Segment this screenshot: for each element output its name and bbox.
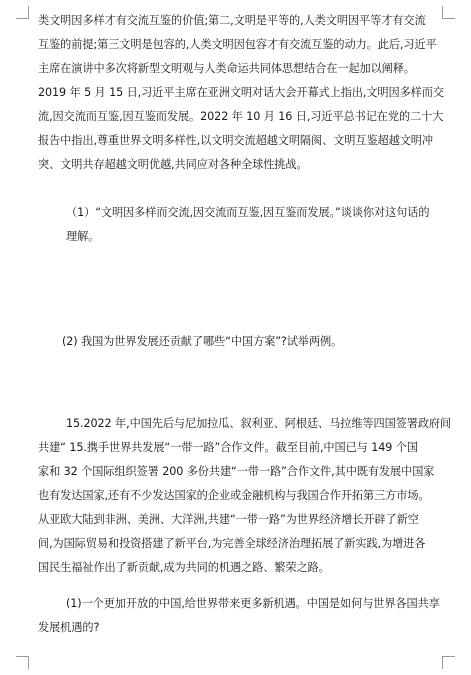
text-line: 互鉴的前提;第三文明是包容的,人类文明因包容才有交流互鉴的动力。此后,习近平 xyxy=(38,38,437,51)
text-line: 也有发达国家,还有不少发达国家的企业或金融机构与我国合作开拓第三方市场。 xyxy=(38,489,430,502)
text-line: 15.2022 年,中国先后与尼加拉瓜、叙利亚、阿根廷、马拉维等四国签署政府间 xyxy=(66,417,452,430)
text-line: 2019 年 5 月 15 日,习近平主席在亚洲文明对话大会开幕式上指出,文明因多样而交 xyxy=(38,86,444,99)
text-line: 家和 32 个国际组织签署 200 多份共建“一带一路”合作文件,其中既有发展中国家 xyxy=(38,465,435,478)
text-line: (1)一个更加开放的中国,给世界带来更多新机遇。中国是如何与世界各国共享 xyxy=(66,597,440,610)
page-corner-mark xyxy=(16,656,29,669)
text-line: 主席在演讲中多次将新型文明观与人类命运共同体思想结合在一起加以阐释。 xyxy=(38,62,415,75)
text-line: 国民生福祉作出了新贡献,成为共同的机遇之路、繁荣之路。 xyxy=(38,561,330,574)
page-corner-mark xyxy=(442,656,455,669)
page-corner-mark xyxy=(16,6,29,19)
passage-paragraph xyxy=(38,9,458,177)
text-line: 发展机遇的? xyxy=(38,621,100,634)
text-line: （1）“文明因多样而交流,因交流而互鉴,因互鉴而发展。”谈谈你对这句话的 xyxy=(66,206,430,219)
text-line: 从亚欧大陆到非洲、美洲、大洋洲,共建“一带一路”为世界经济增长开辟了新空 xyxy=(38,513,419,526)
question-1 xyxy=(38,201,458,249)
text-line: 类文明因多样才有交流互鉴的价值;第二,文明是平等的,人类文明因平等才有交流 xyxy=(38,14,426,27)
question-15-1 xyxy=(38,592,458,640)
text-line: 流,因交流而互鉴,因互鉴而发展。2022 年 10 月 16 日,习近平总书记在党的二十大 xyxy=(38,110,444,123)
passage-15-paragraph xyxy=(38,412,458,580)
text-line: 共建“ 15.携手世界共发展“一带一路”合作文件。截至目前,中国已与 149 个国 xyxy=(38,441,418,454)
text-line: 突、文明共存超越文明优越,共同应对各种全球性挑战。 xyxy=(38,158,308,171)
text-line: 理解。 xyxy=(66,230,100,243)
text-line: 报告中指出,尊重世界文明多样性,以文明交流超越文明隔阂、文明互鉴超越文明冲 xyxy=(38,134,433,147)
text-line: 间,为国际贸易和投资搭建了新平台,为完善全球经济治理拓展了新实践,为增进各 xyxy=(38,537,426,550)
question-2 xyxy=(62,330,458,354)
text-line: (2) 我国为世界发展还贡献了哪些“中国方案”?试举两例。 xyxy=(62,335,343,348)
